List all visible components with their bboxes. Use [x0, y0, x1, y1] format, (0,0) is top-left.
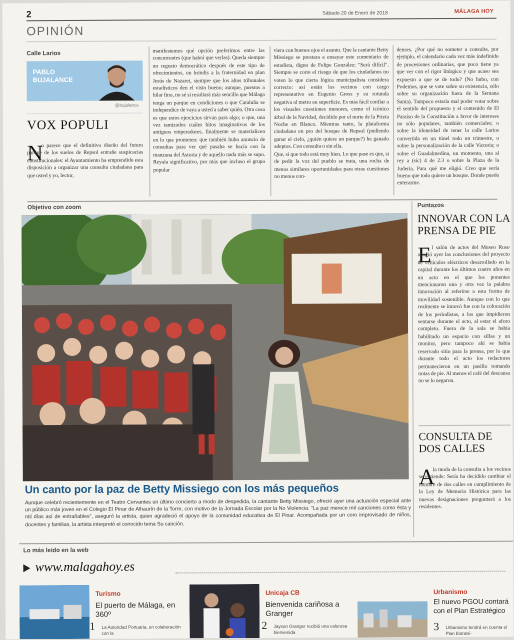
web-item-3-thumbnail[interactable]	[357, 601, 427, 637]
column-divider	[393, 45, 395, 195]
city-aerial-image	[357, 601, 427, 637]
author-handle: @bujalance	[114, 102, 139, 108]
sidebar-body-1: l salón de actos del Museo Ruso acogió ayer las conclusiones del proyecto de vehículos eléctricos desarrollado en la capital durante los últimos cuatro años en un acto en el que los ponentes mencionaron una y otra vez la palabra innovación al referirse a esta forma de movilidad sostenible. Aunque con lo que realmente se innovó fue con la colocación de los periodistas, a los que impidieron sentarse durante el acto, al estar el aforo completo. Fuera de la sala se había habilitado un espacio con sillas y un monitor, pero tampoco ahí se había reservado sitio para la prensa, por lo que durante todo el acto los redactores permanecieron en un pasillo tomando notas de pie. Al menos el café del descanso no se lo negaron.	[417, 244, 511, 385]
author-last-name: BUJALANCE	[32, 76, 73, 85]
web-item-2-number: 2	[261, 619, 268, 632]
photo-section-rule	[27, 199, 497, 202]
column-divider	[149, 47, 151, 197]
section-title: OPINIÓN	[26, 23, 85, 39]
column-intro: o parece que el definitivo diseño del futuro parque de los suelos de Repsol entrañe suspicacias constitucionales: el Ayuntamiento ha emprendido esta disposición a organizar una consulta ciudadana para que usted y yo, lector,	[27, 142, 144, 179]
sidebar-drop-cap-2: A	[418, 464, 435, 490]
sidebar-title-2: CONSULTA DE DOS CALLES	[418, 430, 493, 456]
arrow-icon	[23, 564, 30, 572]
basketball-image	[189, 584, 259, 638]
author-first-name: PABLO	[32, 69, 56, 77]
column-divider	[270, 46, 272, 196]
web-section-rule	[19, 541, 513, 545]
article-column-3: denses. ¿Por qué no someter a consulta, por ejemplo, el calendario cada vez más indefinido de procesiones ordinarias, que poco tiene ya que ver con el rigor litúrgico y que acaso sea expuesto a que se de todo? (No hubo, con Podemos, que se vote sobre su existencia, sólo sobre su organización fuera de la Semana Santa). Tampoco estaría mal poder votar sobre el sentido del propuesto y el contenido de El Paraíso de la Constitución a favor de intereses no sólo populares, también comerciales; o sobre la idoneidad de tener la calle Larios convertida en un túnel todo un trimestre, o sobre la personalización de la calle Victoria; o sobre el Guadalmedina, un momento, una al rey a (sic) 4 de 2.3 o sobre la Plaza de la Judería. Para qué me eligió. Creo que sería bueno que todo quiere un bosque. Donde puedo enterarme.	[396, 46, 500, 187]
column-drop-cap: N	[27, 140, 44, 166]
photo-headline: Un canto por la paz de Betty Missiego con los más pequeños	[24, 482, 339, 497]
web-item-1-title[interactable]: El puerto de Málaga, en 360º	[95, 600, 176, 619]
sidebar-label: Puntazos	[417, 203, 445, 210]
harbor-image	[19, 585, 89, 639]
sidebar-divider	[411, 201, 414, 537]
header-rule	[26, 18, 496, 21]
sidebar-body-2: la moda de la consulta a los vecinos se extiende: Sería ha decidido cambiar el nombre de dos calles en cumplimiento de la Ley de Memoria Histórica para las nuevas designaciones preguntará a los residentes.	[418, 466, 511, 511]
web-item-2-category: Unicaja CB	[265, 589, 300, 597]
page-date: Sábado 20 de Enero de 2018	[322, 10, 388, 17]
article-column-2: viera con buenos ojos el asunto. Que la cantante Betty Missiego se prestara a ensayar este comentario de estadista, digno de Felipe González: "Será difícil". Siempre se corre el riesgo de que los ciudadanos no voten lo que cierta lógica municipalista considera correcto: así están los vecinos con cargo representativo en Eugenio Gross y su rotunda negativa al metro en superficie. Es más fácil confiar a los visuales cuestiones menores, como el icónico árbol de la Navidad, decidido por el norte de la Prieta Noche en Blanco. Mientras tanto, la plataforma ciudadana en pro del bosque de Repsol (pudiendo ganar el cielo, ¿quién quiere un parque?) ha ganado adeptos. Con consulta o sin ella. Que, si que todo está muy bien. Lo que pase es que, si de pedir la voz del pueblo se trata, una rocha de menos similares oportunidades para otras cuestiones no menos con-	[273, 47, 390, 180]
photo-credit: EMILIO CUESTA	[374, 471, 402, 476]
photo-caption: Aunque celebró recientemente en el Teatro Cervantes un último concierto a modo de despedida, la cantante Betty Missiego, ofreció ayer una actuación especial ante un público más joven en el Colegio El Pinar de Alhaurín de la Torre, con motivo de la Jornada Escolar por la No Violencia. "La paz merece mil canciones como ésta y mil días así de entrañables", aseguró la artista, quien agradeció el apoyo de la comunidad educativa de El Pinar. Acompañada por un coro improvisado de niños, docentes y familias, la artista interpretó el conocido tema Su canción.	[24, 498, 412, 528]
web-item-1-thumbnail[interactable]	[19, 585, 89, 639]
page-number: 2	[26, 9, 32, 20]
web-section-label: Lo más leído en la web	[23, 547, 89, 555]
article-column-1: manifestemos qué opción preferimos entre las concurrentes (que habrá que verlas). Queda siempre un regusto democrático después de este tipo de ofrecimientos, un brindis a la fraternidad en plan Jesús de Nazaret, siempre que los altos tribunales estadísticos den el visto bueno; aunque, puestos a hilar fino, no sé si resultará más sencillo que Málaga tenga un parque en condiciones o que Cataluña se independice de vaya a usted a saber quién. Otra cosa es que estos ejercicios sirvan para algo; o que, una vez tamizados cuáles hitos imaginativos de los antiguos emperadores, finalmente se materialicen en lo que prometen: que también hubo anuncio de consultas para ver qué pasaba se hacía con la manzana del Astoria y de aquello nada más se supo. Reyala significativo, por más que incluso el grupo popular	[152, 47, 266, 174]
column-label: Calle Larios	[26, 51, 61, 58]
web-item-3-text: Urbanismo tendrá en cuenta el Plan Estraté-	[445, 624, 508, 637]
photo-label: Objetivo con zoom	[27, 204, 82, 212]
web-url[interactable]: www.malagahoy.es	[35, 558, 135, 575]
column-title: VOX POPULI	[26, 116, 109, 133]
web-item-1-number: 1	[89, 620, 96, 633]
web-dotted-rule	[175, 571, 505, 574]
photo-illustration	[21, 213, 408, 481]
web-item-2-text: Jayson Granger recibió una calurosa bienvenida	[273, 623, 348, 635]
web-item-3-category: Urbanismo	[433, 588, 468, 597]
sidebar-drop-cap-1: E	[417, 242, 432, 268]
web-item-3-number: 3	[433, 621, 440, 634]
sidebar-rule	[419, 425, 511, 426]
author-box	[27, 61, 143, 102]
section-rule	[27, 39, 497, 42]
web-item-1-text: La Autoridad Portuaria, en colaboración con la	[101, 624, 181, 636]
web-item-2-thumbnail[interactable]	[189, 584, 259, 638]
web-item-2-title[interactable]: Bienvenida cariñosa a Granger	[265, 599, 340, 618]
sidebar-title-1: INNOVAR CON LA PRENSA DE PIE	[417, 212, 510, 238]
newspaper-page	[2, 1, 513, 640]
brand-name: MÁLAGA HOY	[454, 8, 494, 15]
web-item-1-category: Turismo	[95, 590, 121, 598]
web-item-3-title[interactable]: El nuevo PGOU contará con el Plan Estratégico	[433, 598, 509, 615]
author-portrait	[95, 61, 139, 101]
column-rule	[27, 113, 143, 115]
photo	[21, 213, 408, 481]
